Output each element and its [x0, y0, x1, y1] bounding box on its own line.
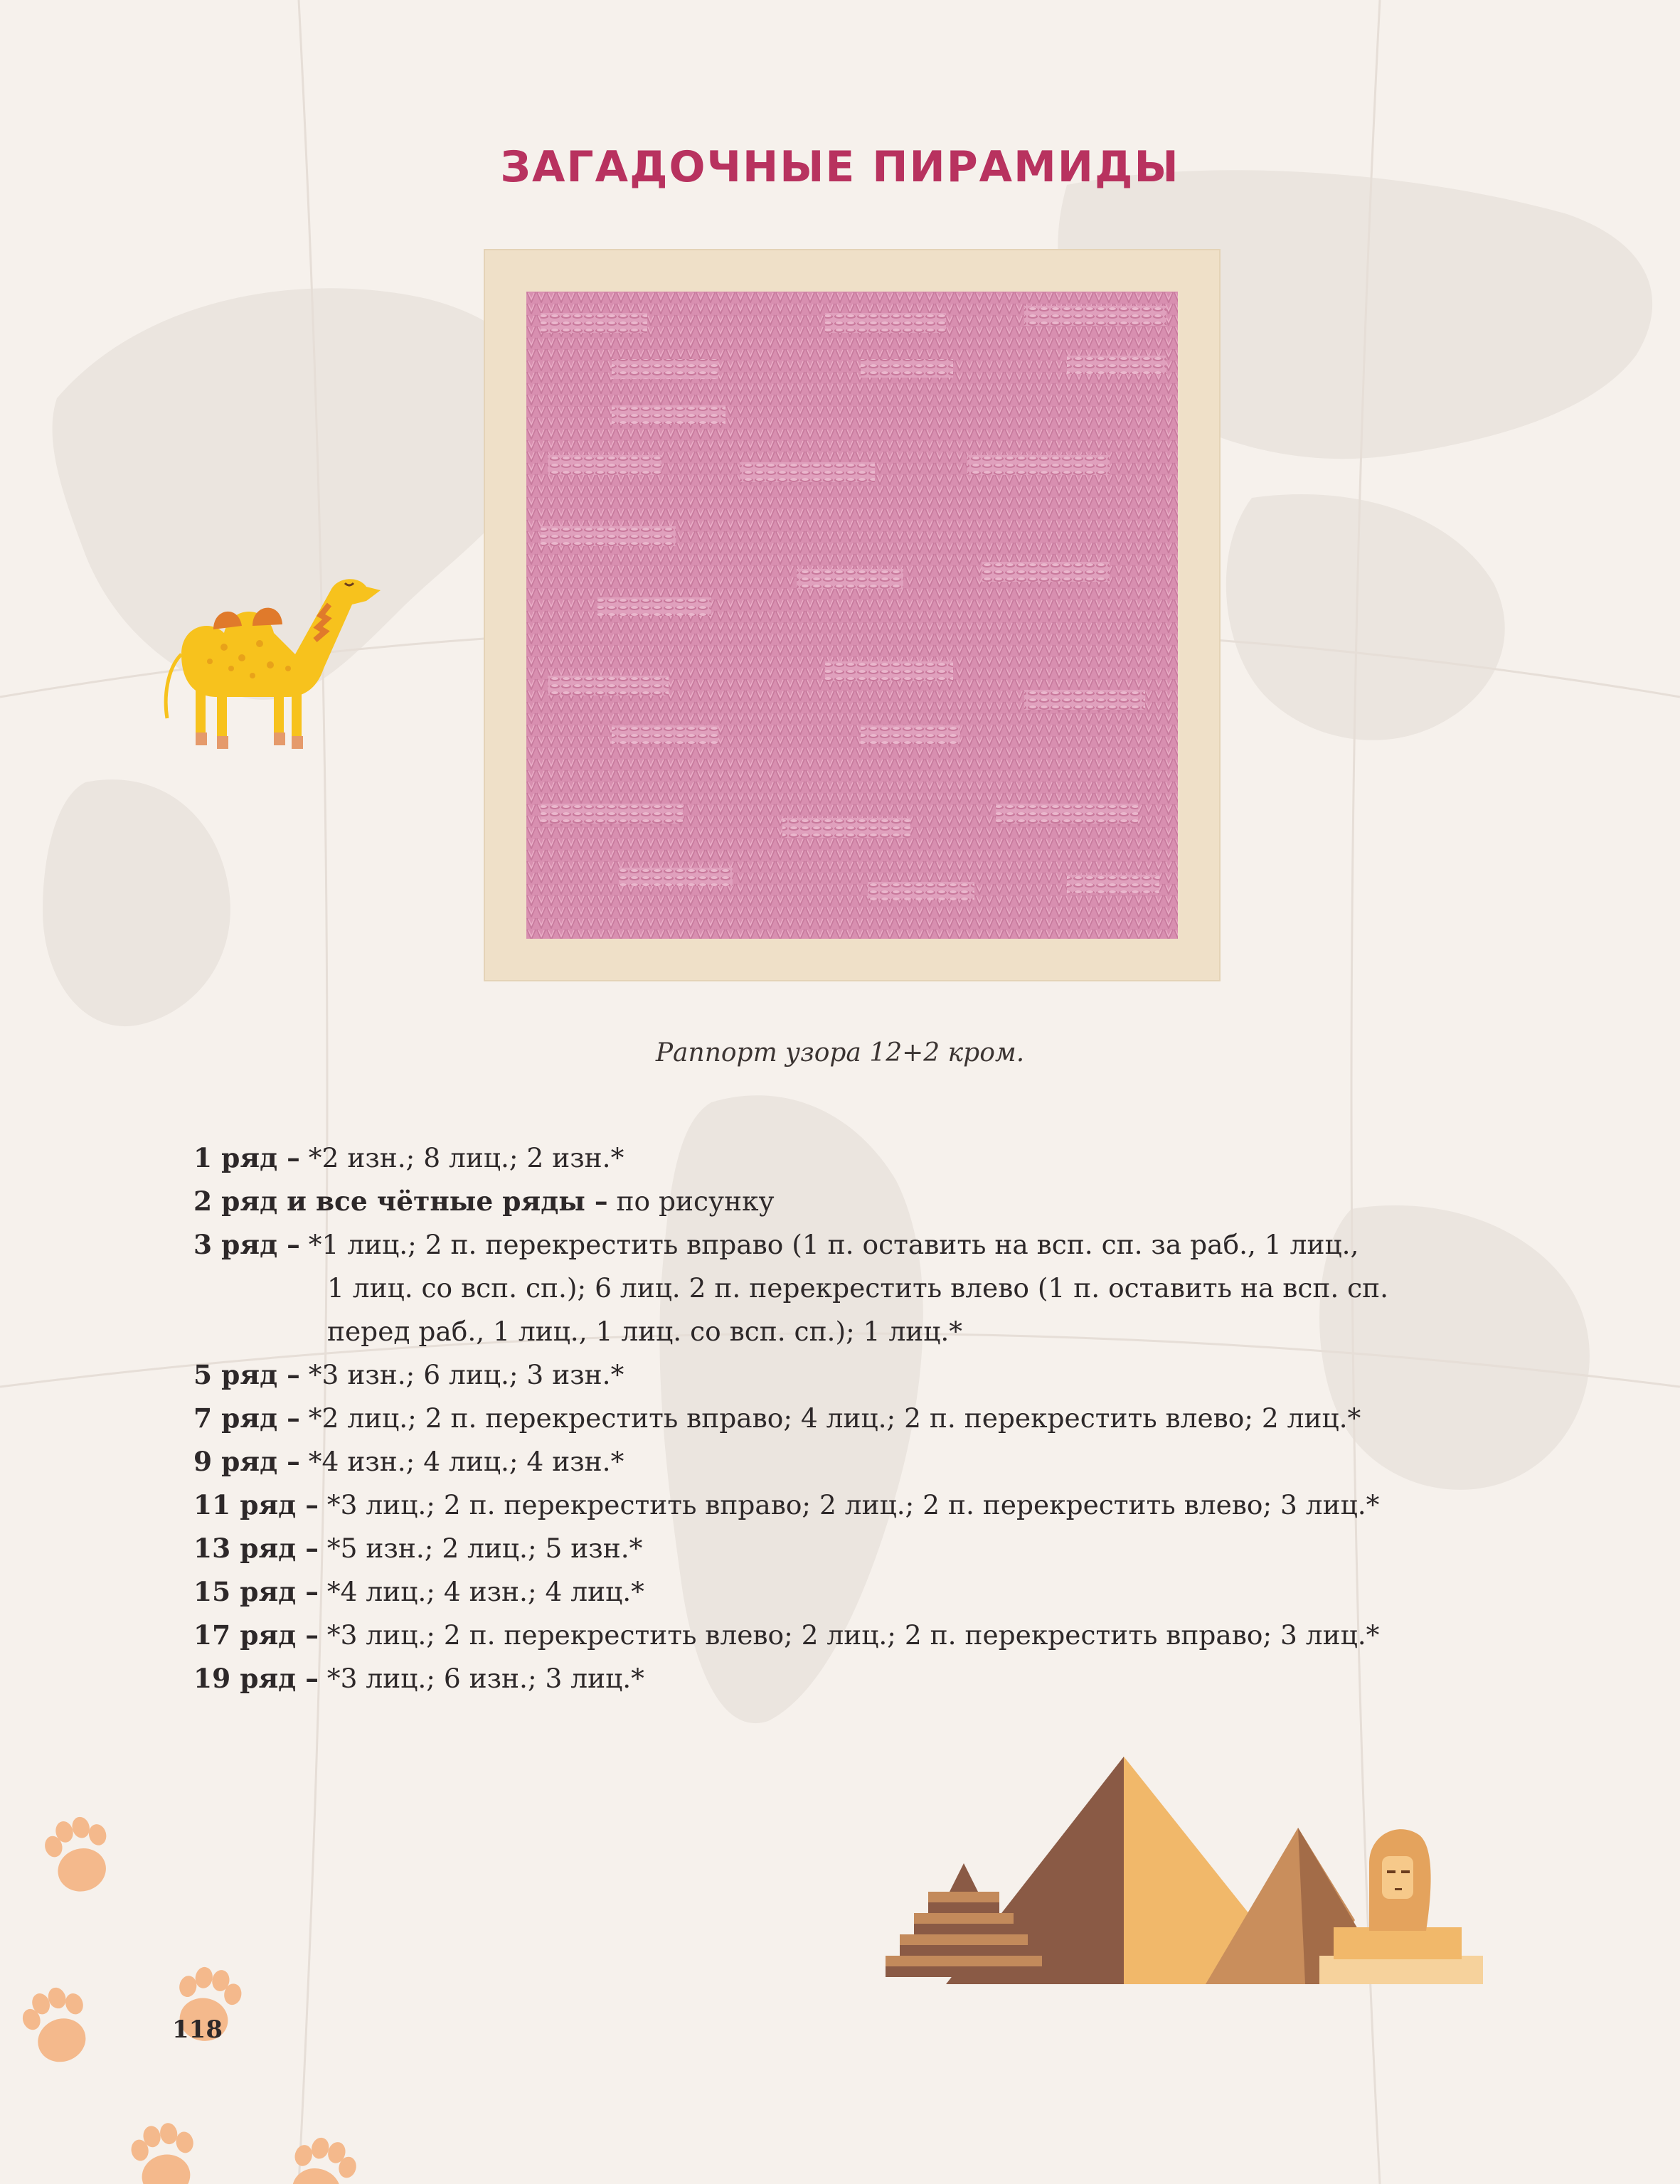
row-label: 19 ряд – — [193, 1663, 319, 1694]
row-label: 17 ряд – — [193, 1619, 319, 1651]
row-text: *3 лиц.; 2 п. перекрестить влево; 2 лиц.; 2 п. перекрестить вправо; 3 лиц.* — [318, 1619, 1380, 1651]
row-text: *4 изн.; 4 лиц.; 4 изн.* — [299, 1446, 624, 1477]
row-label: 11 ряд – — [193, 1489, 319, 1520]
instruction-row — [193, 1440, 1516, 1483]
row-text: *1 лиц.; 2 п. перекрестить вправо (1 п. оставить на всп. сп. за раб., 1 лиц., — [299, 1229, 1359, 1260]
row-label: 2 ряд и все чётные ряды – — [193, 1186, 608, 1217]
knit-texture — [526, 292, 1178, 939]
instruction-row — [193, 1483, 1516, 1527]
instruction-row — [193, 1353, 1516, 1397]
row-label: 7 ряд – — [193, 1402, 300, 1434]
knitting-instructions — [193, 1136, 1516, 1700]
row-text: *2 изн.; 8 лиц.; 2 изн.* — [299, 1142, 624, 1173]
pattern-repeat-caption: Раппорт узора 12+2 кром. — [655, 1038, 1025, 1067]
camel-illustration — [153, 548, 416, 754]
pyramids-illustration — [807, 1742, 1519, 2005]
row-text: *3 изн.; 6 лиц.; 3 изн.* — [299, 1359, 624, 1390]
row-text: *3 лиц.; 2 п. перекрестить вправо; 2 лиц.; 2 п. перекрестить влево; 3 лиц.* — [318, 1489, 1380, 1520]
row-text: *2 лиц.; 2 п. перекрестить вправо; 4 лиц.; 2 п. перекрестить влево; 2 лиц.* — [299, 1402, 1361, 1434]
instruction-row — [193, 1614, 1516, 1657]
row-text: *3 лиц.; 6 изн.; 3 лиц.* — [318, 1663, 644, 1694]
instruction-row — [193, 1180, 1516, 1223]
instruction-row — [193, 1397, 1516, 1440]
instruction-row — [193, 1527, 1516, 1570]
row-label: 5 ряд – — [193, 1359, 300, 1390]
instruction-row-continuation — [193, 1267, 1516, 1310]
row-continuation-text: 1 лиц. со всп. сп.); 6 лиц. 2 п. перекрестить влево (1 п. оставить на всп. сп. — [327, 1272, 1389, 1304]
instruction-row — [193, 1136, 1516, 1180]
instruction-row — [193, 1570, 1516, 1614]
row-text: *4 лиц.; 4 изн.; 4 лиц.* — [318, 1576, 644, 1607]
swatch-photo-frame — [484, 249, 1221, 981]
row-label: 13 ряд – — [193, 1533, 319, 1564]
knitted-swatch-image — [526, 292, 1178, 939]
instruction-row-continuation — [193, 1310, 1516, 1353]
paw-prints-decoration — [0, 1792, 427, 2184]
row-label: 1 ряд – — [193, 1142, 300, 1173]
row-continuation-text: перед раб., 1 лиц., 1 лиц. со всп. сп.); 1 лиц.* — [327, 1316, 963, 1347]
instruction-row — [193, 1657, 1516, 1700]
instruction-row — [193, 1223, 1516, 1267]
row-label: 3 ряд – — [193, 1229, 300, 1260]
page-number: 118 — [172, 2015, 223, 2044]
row-label: 9 ряд – — [193, 1446, 300, 1477]
row-text: по рисунку — [607, 1186, 775, 1217]
row-label: 15 ряд – — [193, 1576, 319, 1607]
page-title: ЗАГАДОЧНЫЕ ПИРАМИДЫ — [500, 142, 1180, 192]
row-text: *5 изн.; 2 лиц.; 5 изн.* — [318, 1533, 643, 1564]
